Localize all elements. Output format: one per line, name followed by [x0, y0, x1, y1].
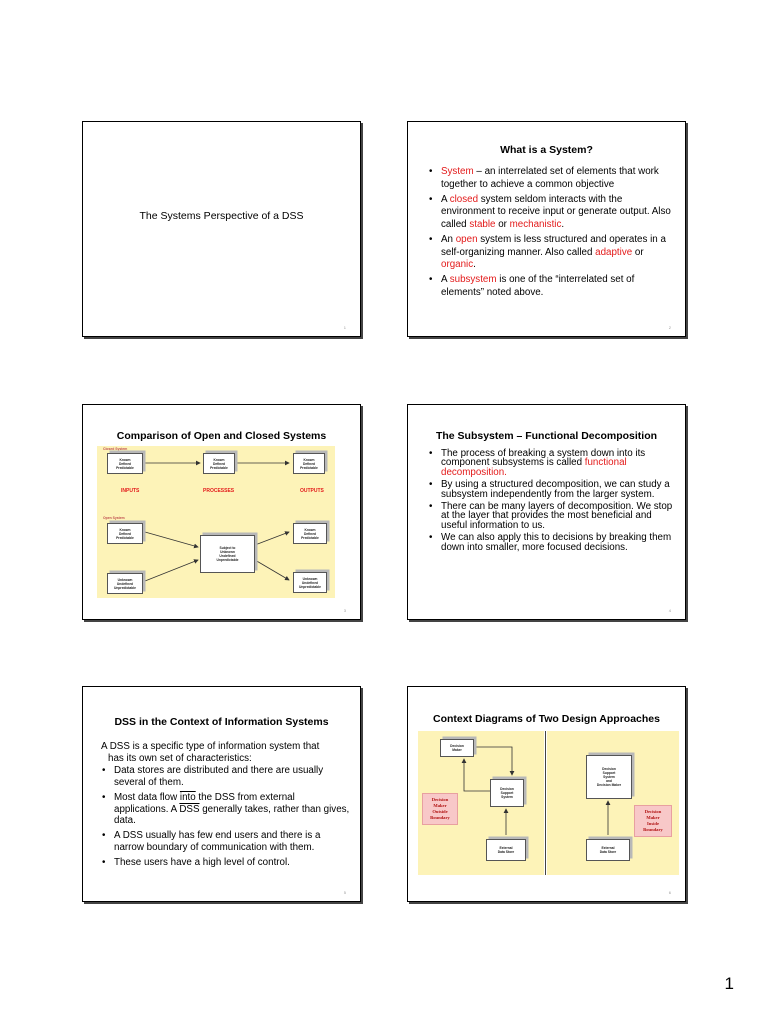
- bullet-text: system seldom interacts with the environment to receive input or generate output. Also called: [441, 193, 671, 230]
- bullet-item: [428, 502, 673, 530]
- overlined-text: $\overline{DSS}$: [179, 803, 200, 815]
- slide-1-number: 1: [343, 325, 346, 330]
- open-system-label: Open System: [103, 516, 125, 520]
- closed-process-box: Known Defined Predictable: [203, 453, 235, 474]
- bullet-text: or: [632, 246, 644, 258]
- bullet-item: [428, 449, 673, 477]
- slide-3-number: 3: [343, 608, 346, 613]
- bullet-item: [101, 857, 350, 869]
- bullet-item: [101, 830, 350, 854]
- left-dss-box: Decision Support System: [490, 779, 524, 807]
- bullet-item: [428, 234, 673, 272]
- highlighted-term: open: [455, 233, 478, 245]
- slide-1: [82, 121, 361, 337]
- highlighted-term: adaptive: [595, 246, 633, 258]
- overlined-text: into: [179, 791, 196, 803]
- open-input-known-box: Known Defined Predictable: [107, 523, 143, 544]
- bullet-text: An: [441, 233, 456, 245]
- bullet-text: A DSS usually has few end users and there is a narrow boundary of communication with them.: [114, 830, 321, 854]
- slide-4-number: 4: [668, 608, 671, 613]
- open-output-unknown-box: Unknown Undefined Unpredictable: [293, 572, 327, 593]
- slide-2-number: 2: [668, 325, 671, 330]
- bullet-text: Most data flow: [114, 791, 180, 803]
- right-store-box: External Data Store: [586, 839, 630, 861]
- right-combined-box: Decision Support System and Decision Maker: [586, 755, 632, 799]
- highlighted-term: functional decomposition.: [441, 457, 627, 478]
- slide-2-bullets: [428, 166, 673, 302]
- bullet-item: [428, 274, 673, 299]
- context-diagram: [418, 731, 679, 875]
- open-output-known-box: Known Defined Predictable: [293, 523, 327, 544]
- highlighted-term: System: [441, 166, 474, 177]
- bullet-text: .: [473, 259, 476, 271]
- bullet-text: We can also apply this to decisions by breaking them down into smaller, more focused decisions.: [441, 532, 672, 553]
- closed-input-box: Known Defined Predictable: [107, 453, 143, 474]
- bullet-text: or: [495, 218, 510, 230]
- bullet-text: – an interrelated set of elements that work together to achieve a common objective: [441, 166, 659, 190]
- bullet-text: system is less structured and operates in a self-organizing manner. Also called: [441, 233, 666, 258]
- slide-2-title: What is a System?: [500, 144, 593, 156]
- bullet-text: A: [441, 274, 450, 286]
- bullet-item: [428, 480, 673, 499]
- bullet-text: There can be many layers of decomposition. We stop at the layer that provides the most beneficial and useful information to us.: [441, 501, 673, 531]
- closed-output-box: Known Defined Predictable: [293, 453, 325, 474]
- bullet-text: A: [441, 193, 450, 205]
- bullet-item: [101, 792, 350, 827]
- bullet-text: generally takes, rather than gives, data.: [114, 803, 350, 827]
- open-input-unknown-box: Unknown Undefined Unpredictable: [107, 573, 143, 594]
- highlighted-term: mechanistic: [509, 218, 562, 230]
- slide-2: [407, 121, 686, 337]
- bullet-item: [101, 765, 350, 789]
- slide-6-number: 6: [668, 890, 671, 895]
- bullet-text: is one of the “interrelated set of elements” noted above.: [441, 274, 635, 298]
- slide-1-title: The Systems Perspective of a DSS: [139, 210, 304, 222]
- page-number: 1: [724, 974, 734, 993]
- bullet-text: the DSS from external applications. A: [114, 791, 295, 815]
- bullet-text: The process of breaking a system down into its component subsystems is called: [441, 448, 646, 469]
- bullet-text: Data stores are distributed and there are usually several of them.: [114, 765, 324, 788]
- closed-system-label: Closed System: [103, 447, 128, 451]
- bullet-text: .: [561, 218, 565, 230]
- slide-5-intro-line2: has its own set of characteristics:: [108, 752, 252, 764]
- slide-4: [407, 404, 686, 620]
- slide-6-title: Context Diagrams of Two Design Approaches: [433, 713, 660, 725]
- processes-label: PROCESSES: [203, 488, 235, 494]
- highlighted-term: closed: [449, 193, 479, 205]
- left-store-box: External Data Store: [486, 839, 526, 861]
- highlighted-term: subsystem: [449, 274, 497, 286]
- highlighted-term: organic: [441, 259, 474, 271]
- slide-5: [82, 686, 361, 902]
- slide-3-title: Comparison of Open and Closed Systems: [116, 430, 327, 442]
- slide-3: [82, 404, 361, 620]
- slide-6: [407, 686, 686, 902]
- slide-5-intro: [101, 741, 350, 765]
- slide-4-title: The Subsystem – Functional Decomposition: [435, 430, 658, 442]
- slide-5-number: 5: [343, 890, 346, 895]
- slide-5-bullets: [101, 765, 350, 872]
- bullet-item: [428, 533, 673, 552]
- slide-5-intro-line1: A DSS is a specific type of information system that: [101, 741, 320, 752]
- inputs-label: INPUTS: [121, 488, 140, 494]
- open-closed-diagram: [97, 446, 335, 598]
- bullet-text: These users have a high level of control.: [114, 857, 290, 869]
- right-boundary-label: Decision Maker Inside Boundary: [634, 805, 672, 837]
- left-decision-maker-box: Decision Maker: [440, 739, 474, 757]
- bullet-text: By using a structured decomposition, we can study a subsystem independently from the larger system.: [441, 479, 670, 500]
- bullet-item: [428, 194, 673, 232]
- open-process-box: Subject to Unknown Undefined Unpredictable: [200, 535, 255, 573]
- outputs-label: OUTPUTS: [300, 488, 324, 494]
- slide-5-title: DSS in the Context of Information Systems: [114, 716, 329, 728]
- slide-4-bullets: [428, 449, 673, 555]
- bullet-item: [428, 166, 673, 191]
- left-boundary-label: Decision Maker Outside Boundary: [422, 793, 458, 825]
- highlighted-term: stable: [469, 218, 496, 230]
